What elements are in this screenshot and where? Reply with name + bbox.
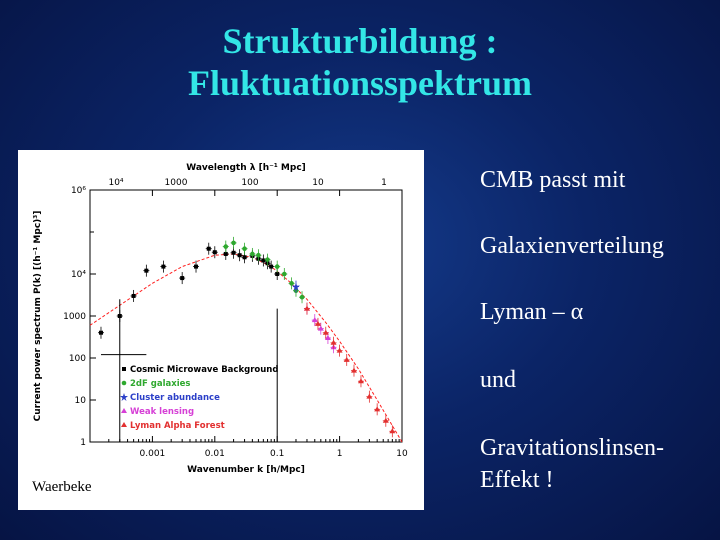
top-tick-label: 10: [312, 178, 324, 188]
plot-frame: [90, 190, 402, 442]
bullet-und: und: [480, 367, 516, 393]
bullet-lyman: Lyman – α: [480, 299, 584, 325]
data-point: [312, 317, 318, 322]
data-point: [144, 269, 148, 273]
legend-marker: [122, 381, 127, 386]
title-line-1: Strukturbildung :: [222, 21, 498, 61]
data-point: [300, 295, 305, 300]
data-point: [331, 340, 337, 345]
x-tick-label: 0.01: [204, 449, 225, 459]
data-point: [231, 241, 236, 246]
power-spectrum-figure: [18, 150, 424, 510]
legend-marker: [121, 422, 127, 427]
data-point: [366, 394, 372, 399]
top-tick-label: 100: [241, 178, 259, 188]
figure-credit: Waerbeke: [32, 479, 92, 495]
data-point: [304, 306, 310, 311]
data-point: [180, 276, 184, 280]
data-point: [337, 348, 343, 353]
data-point: [265, 257, 270, 262]
top-tick-label: 10⁴: [108, 178, 124, 188]
data-point: [269, 265, 273, 269]
slide-title: [0, 20, 720, 104]
title-line-2: Fluktuationsspektrum: [187, 63, 533, 103]
data-point: [194, 265, 198, 269]
legend-marker: [121, 408, 127, 413]
x-tick-label: 1: [336, 449, 343, 459]
x-tick-label: 0.001: [139, 449, 166, 459]
y-tick-label: 10⁴: [70, 270, 86, 280]
data-point: [289, 281, 294, 286]
top-axis-label: Wavelength λ [h⁻¹ Mpc]: [186, 163, 306, 173]
x-tick-label: 10: [396, 449, 408, 459]
bullet-galaxies: Galaxienverteilung: [480, 233, 664, 259]
x-tick-label: 0.1: [270, 449, 285, 459]
data-point: [223, 244, 228, 249]
y-tick-label: 100: [68, 354, 86, 364]
legend-marker: [120, 393, 128, 401]
data-point: [232, 251, 236, 255]
data-point: [242, 246, 247, 251]
power-spectrum-chart: [18, 150, 424, 510]
data-point: [161, 265, 165, 269]
data-point: [351, 368, 357, 373]
data-point: [250, 252, 255, 257]
legend-label: Weak lensing: [130, 407, 195, 417]
y-axis-label: Current power spectrum P(k) [(h⁻¹ Mpc)³]: [33, 210, 43, 422]
y-tick-label: 1: [80, 438, 86, 448]
data-point: [132, 294, 136, 298]
data-point: [344, 357, 350, 362]
data-point: [99, 331, 103, 335]
top-tick-label: 1: [381, 178, 387, 188]
bullet-lensing-1: Gravitationslinsen-: [480, 435, 664, 461]
data-point: [213, 250, 217, 254]
data-point: [256, 253, 261, 258]
data-point: [282, 272, 287, 277]
legend-label: Cluster abundance: [130, 393, 220, 403]
bullet-lensing-2: Effekt !: [480, 467, 554, 493]
data-point: [275, 264, 280, 269]
legend-label: Lyman Alpha Forest: [130, 421, 225, 431]
legend-label: Cosmic Microwave Background: [130, 365, 279, 375]
top-tick-label: 1000: [164, 178, 188, 188]
data-point: [374, 406, 380, 411]
data-point: [389, 428, 395, 433]
legend-label: 2dF galaxies: [130, 379, 191, 389]
data-point: [118, 314, 122, 318]
data-point: [243, 255, 247, 259]
y-tick-label: 10⁶: [70, 186, 86, 196]
bullet-cmb: CMB passt mit: [480, 167, 626, 193]
data-point: [261, 258, 265, 262]
legend-marker: [122, 367, 126, 371]
data-point: [238, 253, 242, 257]
data-point: [358, 378, 364, 383]
y-tick-label: 10: [74, 396, 86, 406]
data-point: [318, 326, 324, 331]
data-point: [207, 247, 211, 251]
y-tick-label: 1000: [63, 312, 86, 322]
x-axis-label: Wavenumber k [h/Mpc]: [187, 465, 305, 475]
